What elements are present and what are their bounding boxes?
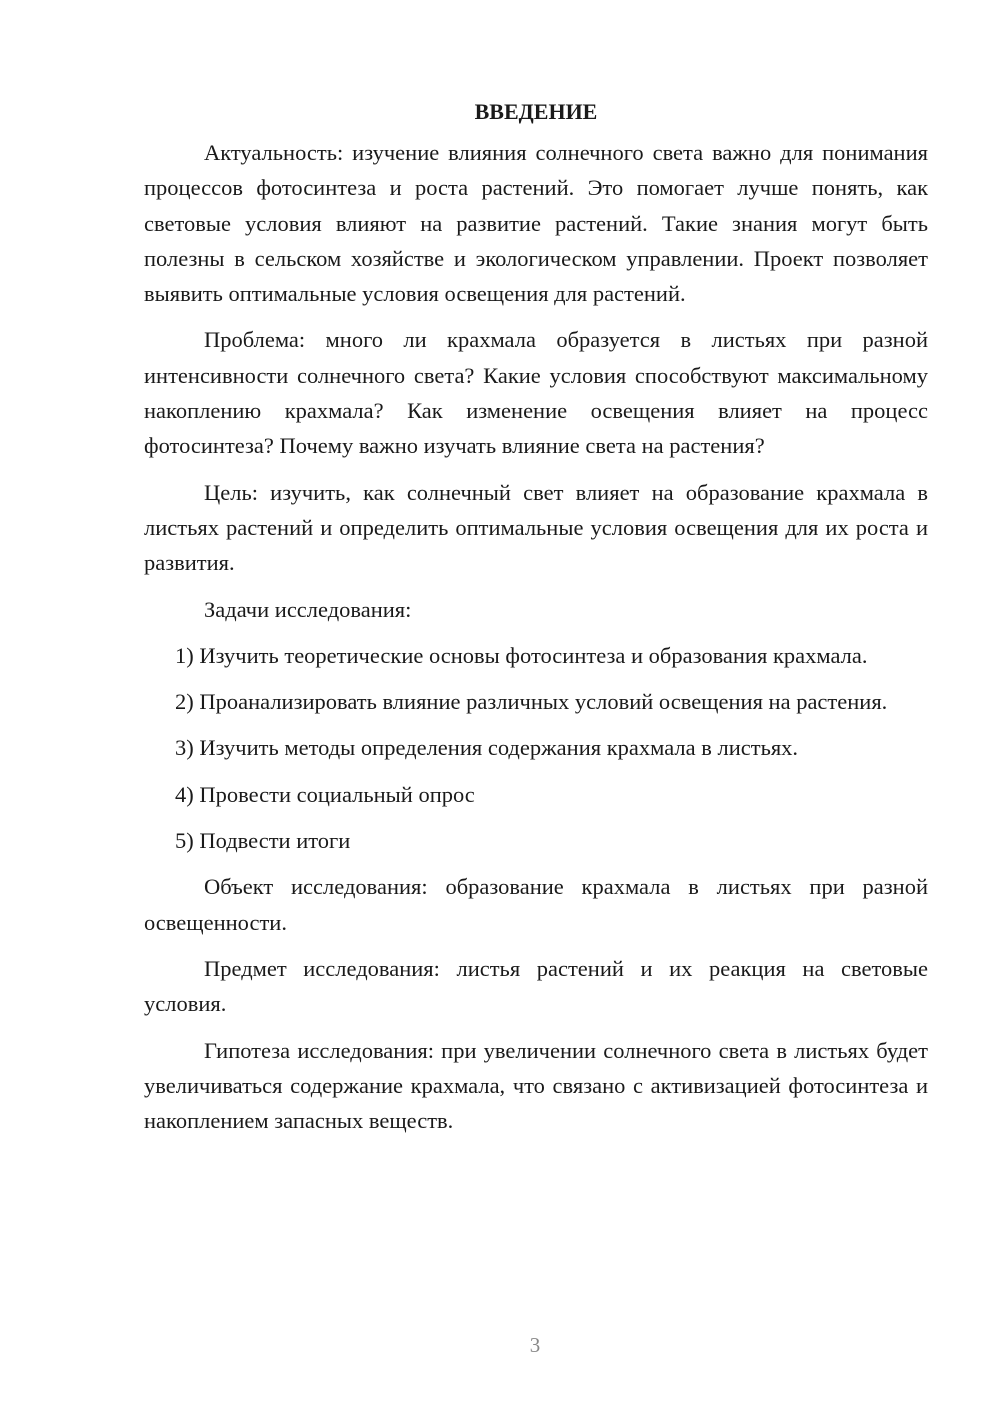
task-item: 4) Провести социальный опрос <box>175 781 475 807</box>
page-number: 3 <box>529 1333 541 1357</box>
problem-paragraph: Проблема: много ли крахмала образуется в листьях при разной интенсивности солнечного света? Какие условия способствуют максимальному накоплению крахмала? Как изменение освещения влияет на процесс фотосинтеза? Почему важно изучать влияние света на растения? <box>144 327 928 459</box>
object-paragraph: Объект исследования: образование крахмала в листьях при разной освещенности. <box>144 874 928 935</box>
goal-paragraph: Цель: изучить, как солнечный свет влияет на образование крахмала в листьях растений и определить оптимальные условия освещения для их роста и развития. <box>144 479 928 576</box>
task-item: 3) Изучить методы определения содержания крахмала в листьях. <box>175 735 799 761</box>
task-item: 2) Проанализировать влияние различных условий освещения на растения. <box>175 689 888 715</box>
hypothesis-paragraph: Гипотеза исследования: при увеличении солнечного света в листьях будет увеличиваться содержание крахмала, что связано с активизацией фотосинтеза и накоплением запасных веществ. <box>144 1037 928 1134</box>
tasks-heading: Задачи исследования: <box>204 596 412 622</box>
relevance-paragraph: Актуальность: изучение влияния солнечного света важно для понимания процессов фотосинтеза и роста растений. Это помогает лучше понять, как световые условия влияют на развитие растений. Такие знания могут быть полезны в сельском хозяйстве и экологическом управлении. Проект позволяет выявить оптимальные условия освещения для растений. <box>144 140 928 307</box>
subject-paragraph: Предмет исследования: листья растений и их реакция на световые условия. <box>144 955 928 1017</box>
page-title: ВВЕДЕНИЕ <box>474 99 598 124</box>
task-item: 5) Подвести итоги <box>175 828 351 854</box>
page-content <box>144 94 928 1149</box>
task-item: 1) Изучить теоретические основы фотосинтеза и образования крахмала. <box>175 642 868 668</box>
